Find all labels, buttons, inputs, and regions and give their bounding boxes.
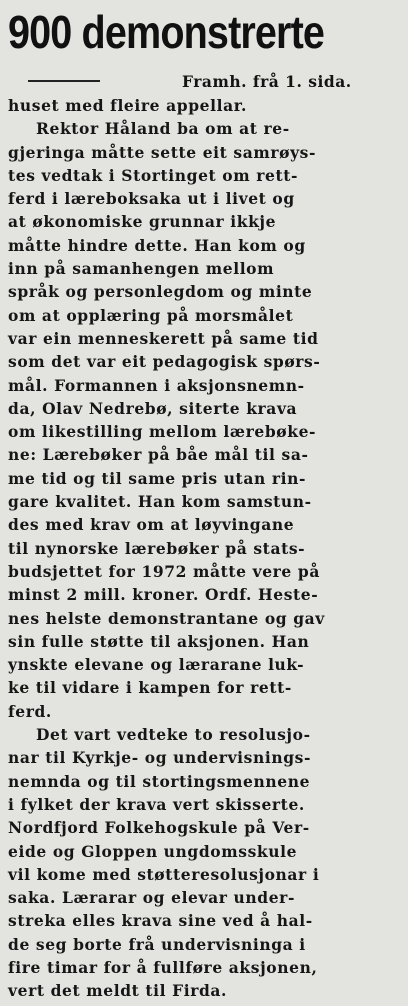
text-line: at økonomiske grunnar ikkje: [8, 212, 277, 232]
text-line: minst 2 mill. kroner. Ordf. Heste-: [8, 585, 319, 605]
text-line: fire timar for å fullføre aksjonen,: [8, 957, 318, 977]
text-line: des med krav om at løyvingane: [8, 515, 295, 535]
text-line: de seg borte frå undervisninga i: [8, 934, 306, 954]
text-line: da, Olav Nedrebø, siterte krava: [8, 398, 298, 418]
text-line: saka. Lærarar og elevar under-: [8, 888, 295, 908]
text-line: budsjettet for 1972 måtte vere på: [8, 561, 320, 581]
text-line: nes helste demonstrantane og gav: [8, 608, 325, 628]
text-line: gjeringa måtte sette eit samrøys-: [8, 142, 317, 162]
text-line: ynskte elevane og lærarane luk-: [8, 655, 305, 675]
text-line: ferd.: [8, 701, 52, 721]
text-line: streka elles krava sine ved å hal-: [8, 911, 313, 931]
text-line: om at opplæring på morsmålet: [8, 305, 294, 325]
text-line: huset med fleire appellar.: [8, 96, 248, 115]
article-body: [8, 94, 402, 1003]
headline: 900 demonstrerte: [8, 6, 325, 58]
text-line: i fylket der krava vert skisserte.: [8, 794, 305, 814]
text-line: måtte hindre dette. Han kom og: [8, 235, 306, 255]
text-line: som det var eit pedagogisk spørs-: [8, 352, 321, 372]
text-line: var ein menneskerett på same tid: [8, 328, 319, 348]
text-line: tes vedtak i Stortinget om rett-: [8, 165, 299, 185]
continuation-rule: [28, 80, 100, 82]
text-line: gare kvalitet. Han kom samstun-: [8, 492, 312, 512]
paragraph-1: [8, 94, 402, 117]
text-line: inn på samanhengen mellom: [8, 259, 275, 279]
text-line: om likestilling mellom lærebøke-: [8, 422, 317, 442]
text-line: Nordfjord Folkehogskule på Ver-: [8, 818, 310, 838]
text-line: Rektor Håland ba om at re-: [36, 119, 290, 139]
text-line: eide og Gloppen ungdomsskule: [8, 841, 298, 861]
text-line: sin fulle støtte til aksjonen. Han: [8, 631, 310, 651]
text-line: mål. Formannen i aksjonsnemn-: [8, 375, 305, 395]
text-line: ke til vidare i kampen for rett-: [8, 678, 292, 698]
text-line: vert det meldt til Firda.: [8, 981, 228, 1001]
text-line: nar til Kyrkje- og undervisnings-: [8, 748, 312, 768]
continuation-note: Framh. frå 1. sida.: [182, 71, 352, 91]
text-line: Det vart vedteke to resolusjo-: [36, 725, 311, 745]
text-line: me tid og til same pris utan rin-: [8, 468, 306, 488]
paragraph-3: [8, 723, 402, 1003]
text-line: språk og personlegdom og minte: [8, 282, 313, 302]
text-line: ferd i læreboksaka ut i livet og: [8, 189, 295, 209]
text-line: nemnda og til stortingsmennene: [8, 771, 311, 791]
continuation-line: [8, 68, 402, 94]
paragraph-2: [8, 117, 402, 723]
text-line: vil kome med støtteresolusjonar i: [8, 864, 320, 884]
text-line: til nynorske lærebøker på stats-: [8, 538, 306, 558]
text-line: ne: Lærebøker på båe mål til sa-: [8, 445, 309, 465]
